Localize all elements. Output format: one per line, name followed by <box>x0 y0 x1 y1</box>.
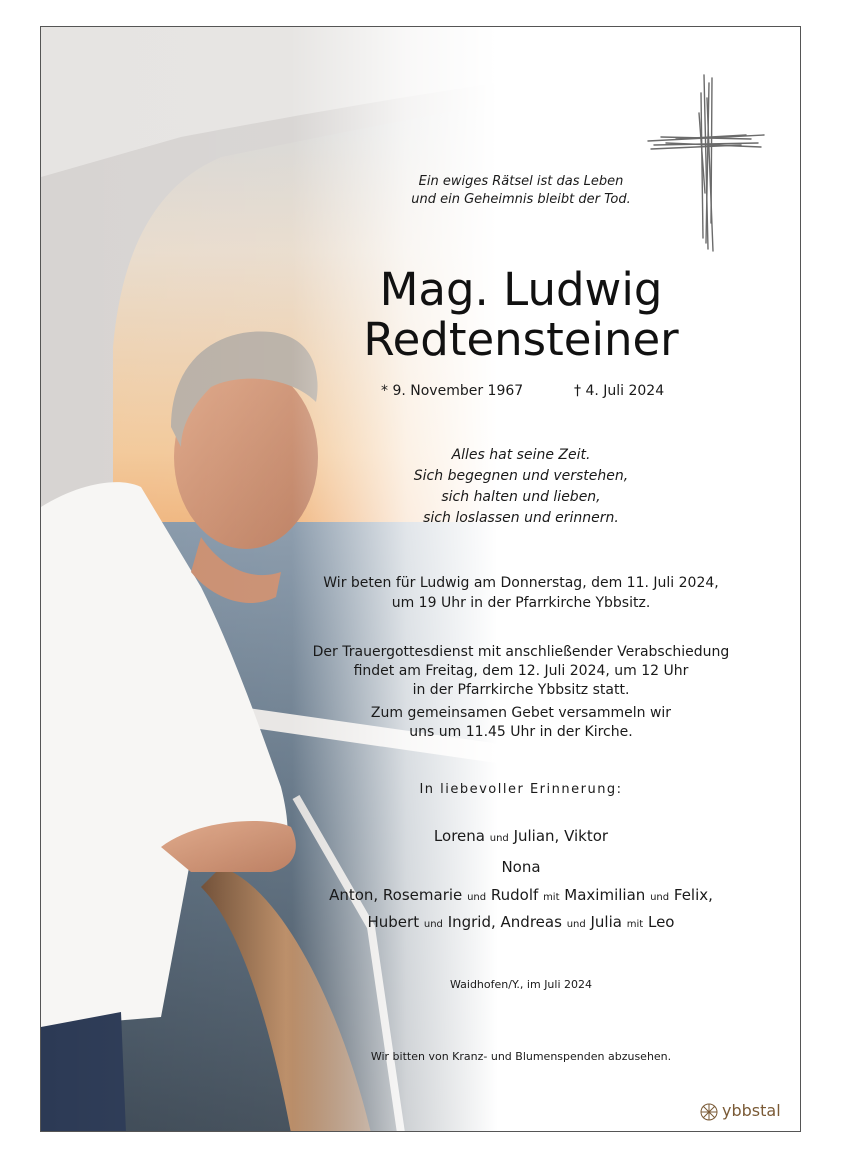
family-connector: und <box>467 892 487 903</box>
motto-line: und ein Geheimnis bleibt der Tod. <box>411 192 631 207</box>
donation-note: Wir bitten von Kranz- und Blumenspenden abzusehen. <box>370 1050 672 1063</box>
service-line: Der Trauergottesdienst mit anschließender Verabschiedung <box>312 644 730 660</box>
motto-line: Ein ewiges Rätsel ist das Leben <box>418 174 624 189</box>
service-line: findet am Freitag, dem 12. Juli 2024, um 12 Uhr <box>353 663 689 679</box>
place-date: Waidhofen/Y., im Juli 2024 <box>449 978 593 991</box>
prayer-line: um 19 Uhr in der Pfarrkirche Ybbsitz. <box>391 595 651 611</box>
family-name: Maximilian <box>564 886 646 904</box>
family-name: Julia <box>590 913 622 931</box>
family-name: Lorena <box>433 827 485 845</box>
verse-line: Alles hat seine Zeit. <box>451 447 591 463</box>
obituary-content <box>41 27 801 1132</box>
death-date: † 4. Juli 2024 <box>574 383 665 399</box>
deceased-name <box>341 265 701 365</box>
funeral-service <box>303 643 739 700</box>
family-connector: und <box>566 919 586 930</box>
family-name: Nona <box>501 858 541 876</box>
family-name: Ingrid, Andreas <box>447 913 562 931</box>
family-name: Hubert <box>367 913 420 931</box>
memory-heading: In liebevoller Erinnerung: <box>419 782 623 797</box>
life-dates <box>381 383 721 403</box>
cross-icon <box>646 73 766 253</box>
family-connector: mit <box>543 892 560 903</box>
family-name: Julian, Viktor <box>513 827 609 845</box>
verse-line: sich halten und lieben, <box>441 489 601 505</box>
name-line: Redtensteiner <box>363 313 679 366</box>
dandelion-icon <box>699 1102 719 1122</box>
name-line: Mag. Ludwig <box>379 263 663 316</box>
family-connector: und <box>423 919 443 930</box>
motto <box>371 173 671 209</box>
family-connector: mit <box>626 919 644 930</box>
family-name: Leo <box>647 913 675 931</box>
family-line <box>291 881 751 912</box>
verse-line: sich loslassen und erinnern. <box>423 510 619 526</box>
gathering-line: Zum gemeinsamen Gebet versammeln wir <box>370 705 672 721</box>
prayer-line: Wir beten für Ludwig am Donnerstag, dem 11. Juli 2024, <box>323 575 719 591</box>
family-name: Rudolf <box>490 886 539 904</box>
verse <box>381 445 661 529</box>
birth-date: * 9. November 1967 <box>381 383 524 399</box>
family-line <box>291 822 751 853</box>
verse-line: Sich begegnen und verstehen, <box>413 468 629 484</box>
gathering-line: uns um 11.45 Uhr in der Kirche. <box>409 724 633 740</box>
family-line <box>291 912 751 935</box>
logo-text: ybbstal <box>722 1101 781 1120</box>
gathering-notice <box>341 704 701 742</box>
service-line: in der Pfarrkirche Ybbsitz statt. <box>412 682 630 698</box>
prayer-notice <box>311 573 731 613</box>
family-name: Anton, Rosemarie <box>329 886 463 904</box>
family-list <box>291 822 751 935</box>
family-name: Felix, <box>673 886 713 904</box>
obituary-card <box>40 26 801 1132</box>
family-line <box>291 853 751 881</box>
ybbstal-logo <box>699 1101 794 1123</box>
family-connector: und <box>489 833 509 844</box>
family-connector: und <box>650 892 670 903</box>
